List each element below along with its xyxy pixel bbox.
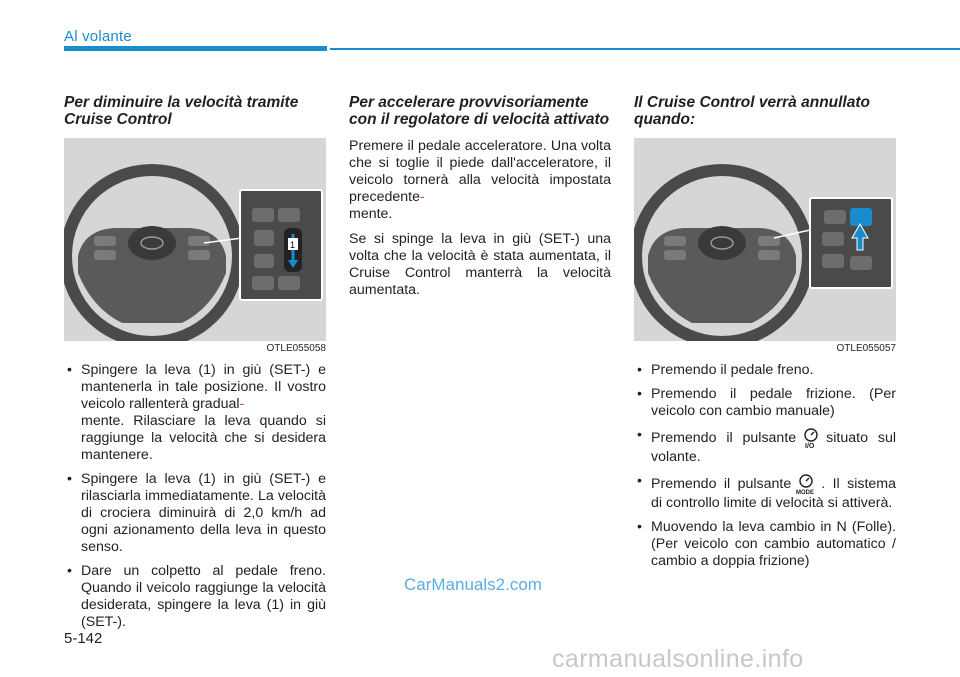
figure-code: OTLE055058: [266, 343, 326, 354]
list-item: • Premendo il pedale frizione. (Per veicolo con cambio manuale): [634, 386, 896, 420]
list-item: • Dare un colpetto al pedale freno. Quando il veicolo raggiunge la velocità desiderata, spingere la leva (1) in giù (SET-).: [64, 563, 326, 631]
paragraph-text: Premere il pedale acceleratore. Una volta che si toglie il piede dall'acceleratore, il veicolo tornerà alla velocità impostata precedente: [349, 138, 611, 205]
figure-steering-wheel-cancel: [634, 138, 896, 341]
header-rule-thick: [64, 46, 327, 51]
column-accelerate: [349, 94, 611, 307]
icon-mode-label: MODE: [796, 490, 815, 495]
bullet-text-cont: mente. Rilasciare la leva quando si raggiunge la velocità che si desidera mantenere.: [81, 413, 326, 463]
hyphen-mark: -: [420, 189, 425, 205]
list-item: [634, 427, 896, 466]
bullet-text: Spingere la leva (1) in giù (SET-) e mantenerla in tale posizione. Il vostro veicolo rallenterà gradual: [81, 362, 326, 412]
list-item: • Premendo il pedale freno.: [634, 362, 896, 379]
list-item: • Spingere la leva (1) in giù (SET-) e rilasciarla immediatamente. La velocità di crociera diminuirà di 2,0 km/h ad ogni azionamento della leva in questo senso.: [64, 471, 326, 556]
list-item: [634, 473, 896, 512]
paragraph-text-cont: mente.: [349, 206, 393, 222]
bullet-list-cancel: [634, 362, 896, 570]
section-title: Al volante: [64, 28, 132, 45]
column-decrease-speed: [64, 94, 326, 638]
bullet-list-decrease: [64, 362, 326, 631]
heading-cancel: Il Cruise Control verrà annullato quando:: [634, 94, 870, 128]
bullet-text-cont: situato sul volante.: [651, 429, 896, 465]
list-item: • Muovendo la leva cambio in N (Folle). (Per veicolo con cambio automatico / cambio a doppia frizione): [634, 519, 896, 570]
paragraph-accelerate-2: Se si spinge la leva in giù (SET-) una volta che la velocità è stata aumentata, il Cruise Control manterrà la velocità aumentata.: [349, 231, 611, 298]
svg-text:1: 1: [290, 240, 296, 250]
cruise-control-mode-icon: [795, 473, 817, 495]
paragraph-accelerate-1: [349, 138, 611, 223]
site-watermark: CarManuals2.com: [404, 575, 542, 594]
figure-steering-wheel-set-minus: [64, 138, 326, 341]
icon-io-label: I/O: [805, 443, 815, 449]
heading-decrease-speed: Per diminuire la velocità tramite Cruise Control: [64, 94, 299, 128]
figure-code: OTLE055057: [836, 343, 896, 354]
bullet-text-cont: . Il sistema di controllo limite di velocità si attiverà.: [651, 475, 896, 511]
cruise-control-io-icon: [800, 427, 822, 449]
steering-wheel-illustration: [634, 138, 896, 341]
hyphen-mark: -: [239, 396, 245, 412]
column-cancel: [634, 94, 896, 577]
page-number: 5-142: [64, 630, 103, 647]
footer-watermark: carmanualsonline.info: [552, 645, 804, 673]
heading-accelerate: Per accelerare provvisoriamente con il regolatore di velocità attivato: [349, 94, 610, 128]
steering-wheel-illustration: [64, 138, 326, 341]
bullet-text: Premendo il pulsante: [651, 475, 792, 492]
header-rule-thin: [330, 48, 960, 50]
list-item: [64, 362, 326, 464]
bullet-text: Premendo il pulsante: [651, 429, 797, 446]
